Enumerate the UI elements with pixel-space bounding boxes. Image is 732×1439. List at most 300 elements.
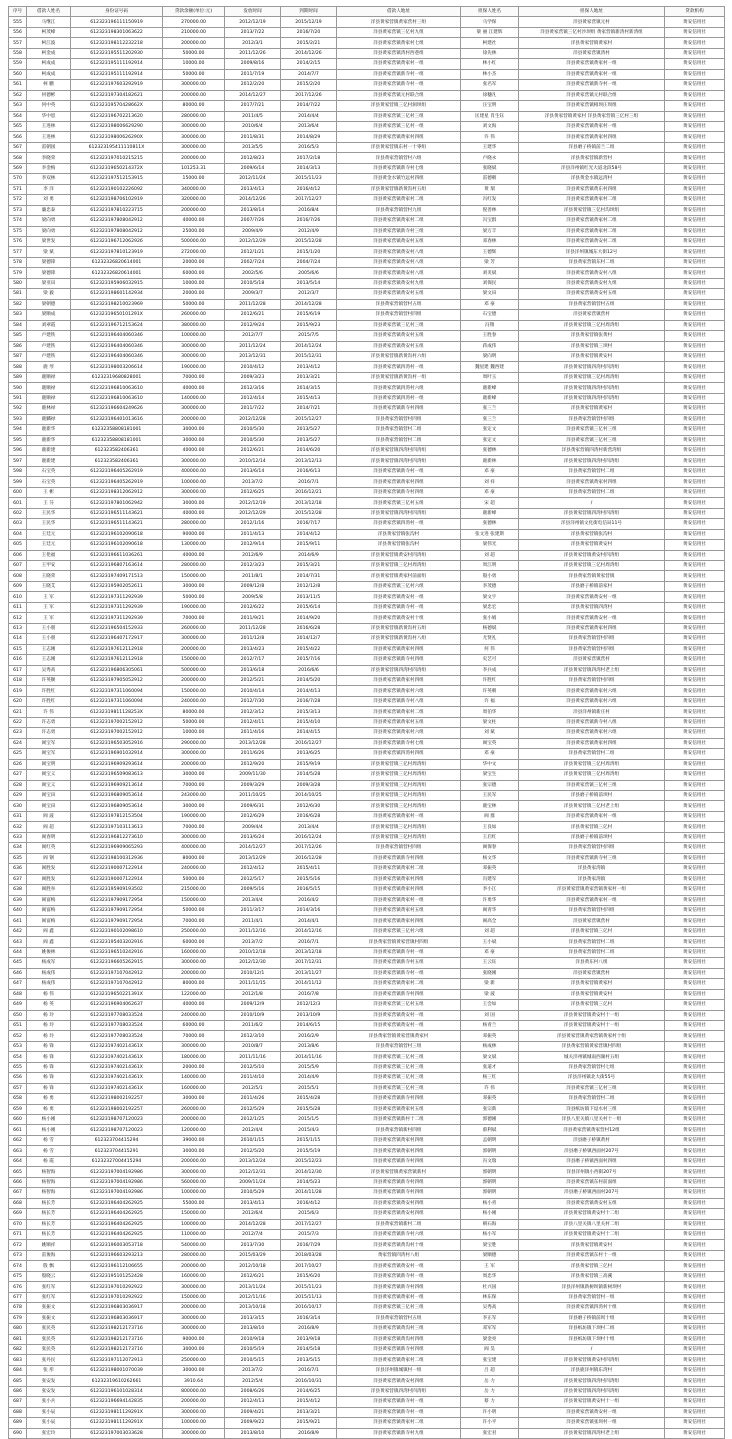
table-cell: 阎宝英 xyxy=(461,738,519,748)
table-cell: 612323197512153915 xyxy=(71,174,163,184)
table-cell: 2012/12/29 xyxy=(225,236,281,246)
table-cell: 2013/11/5 xyxy=(281,592,337,602)
table-cell: 2009/5/8 xyxy=(225,592,281,602)
table-cell: 649 xyxy=(9,1000,27,1010)
table-cell: 洋县黄家营镇黄家营镇 xyxy=(519,571,665,581)
table-cell: 洋县黄家营镇黄沟村三组 xyxy=(337,1324,461,1334)
table-cell: 黄安信用社 xyxy=(665,958,725,968)
table-cell: 612323197810123919 xyxy=(71,247,163,257)
table-cell: 王 彬 xyxy=(27,487,71,497)
table-row xyxy=(9,916,725,926)
table-cell: 612323196404060346 xyxy=(71,351,163,361)
table-cell: 洋县黄家营镇营村四组 xyxy=(337,843,461,853)
table-cell: 2015/6/19 xyxy=(281,310,337,320)
table-cell: 王良如 xyxy=(461,822,519,832)
table-cell: 2015/5/19 xyxy=(281,1146,337,1156)
table-cell: 40000.00 xyxy=(163,550,225,560)
table-cell: 2011/12/16 xyxy=(225,926,281,936)
table-cell: 2013/8/10 xyxy=(225,1428,281,1438)
table-cell: 许小明 xyxy=(461,1407,519,1417)
table-cell: 阎 超 xyxy=(27,822,71,832)
table-row xyxy=(9,195,725,205)
table-cell: 许胜红 xyxy=(27,696,71,706)
table-cell: 670 xyxy=(9,1219,27,1229)
table-cell: 杨青兰 xyxy=(461,1020,519,1030)
table-cell: 王晓艾 xyxy=(27,581,71,591)
table-cell: 200000.00 xyxy=(163,644,225,654)
table-cell: 洋县黄家营镇黄家营镇黄家村十组 xyxy=(519,1031,665,1041)
table-cell: 黄安信用社 xyxy=(665,362,725,372)
table-cell: 张定文 xyxy=(461,425,519,435)
table-cell: 柯金成 xyxy=(27,48,71,58)
table-row xyxy=(9,48,725,58)
table-row xyxy=(9,874,725,884)
table-cell: 洋县黄家营镇黄家村四组 xyxy=(337,885,461,895)
table-cell: 黄安信用社 xyxy=(665,738,725,748)
table-cell: 洋县黄家营镇四湾村四湾组 xyxy=(337,665,461,675)
table-cell: 洋县黄家营镇张沟村 xyxy=(519,529,665,539)
table-cell: 2014/12/27 xyxy=(225,843,281,853)
table-cell: 2018/03/28 xyxy=(281,1250,337,1260)
table-cell: 洋县黄家营镇黄家村二组 xyxy=(337,216,461,226)
table-cell: 2011/12/8 xyxy=(225,634,281,644)
table-cell: 洋县黄家营镇相坝庄坝组 xyxy=(519,101,665,111)
table-cell: 612323198210023969 xyxy=(71,299,163,309)
table-cell: 300000.00 xyxy=(163,487,225,497)
table-cell: 653 xyxy=(9,1041,27,1051)
table-cell: 洋县黄家营镇东村二组 xyxy=(519,257,665,267)
table-cell: 612323196112106655 xyxy=(71,1261,163,1271)
table-cell: 30000.00 xyxy=(163,1345,225,1355)
table-row xyxy=(9,1313,725,1323)
table-cell: 鹿林禄 xyxy=(27,404,71,414)
table-cell: 洋县黄家营镇黄安村九组 xyxy=(519,278,665,288)
table-cell: 张 彤 xyxy=(27,1365,71,1375)
table-cell: 200000.00 xyxy=(163,759,225,769)
table-cell: 徐先林 xyxy=(461,48,519,58)
table-cell: 洋县黄家营镇黄家村六组 xyxy=(519,686,665,696)
table-row xyxy=(9,456,725,466)
table-cell: 许勇华 xyxy=(461,895,519,905)
table-cell: 584 xyxy=(9,320,27,330)
table-cell: 梁顺成 xyxy=(27,310,71,320)
table-cell: 190000.00 xyxy=(163,362,225,372)
table-cell: 2010/5/19 xyxy=(225,1345,281,1355)
table-cell: 612323196511143621 xyxy=(71,519,163,529)
table-cell: 杨长芳 xyxy=(27,1198,71,1208)
table-cell: 50000.00 xyxy=(163,905,225,915)
table-cell: 2012/1/25 xyxy=(225,1115,281,1125)
table-cell: 2012/4/13 xyxy=(225,1397,281,1407)
table-cell: 张红军 xyxy=(27,1292,71,1302)
table-cell: 洋县黄家营镇三亿村沙坝组 黄家营镇新湾村新湾组 xyxy=(519,27,665,37)
table-cell: 洋县黄家营镇黄家村六组 xyxy=(519,728,665,738)
table-cell: 2011/3/17 xyxy=(225,905,281,915)
table-cell: 679 xyxy=(9,1313,27,1323)
table-row xyxy=(9,1010,725,1020)
table-cell: 雷德朝 xyxy=(461,174,519,184)
table-cell: 2013/6/24 xyxy=(225,832,281,842)
column-header: 贷款机构 xyxy=(665,7,725,17)
table-cell: 阎春明 xyxy=(27,832,71,842)
table-cell: 洋县黄家营镇东村前面组 xyxy=(519,1177,665,1187)
table-row xyxy=(9,435,725,445)
table-cell: 2012/3/23 xyxy=(225,561,281,571)
table-cell: 刘 祥 xyxy=(461,477,519,487)
table-cell: / xyxy=(519,498,665,508)
table-cell: 593 xyxy=(9,414,27,424)
table-row xyxy=(9,1230,725,1240)
table-cell: 612323198112232218 xyxy=(71,38,163,48)
table-cell: 洋县黄家营镇四湾村四湾组 xyxy=(519,383,665,393)
table-cell: 2012/9/14 xyxy=(225,540,281,550)
table-cell: 2011/4/26 xyxy=(225,1094,281,1104)
table-cell: 2016/6/28 xyxy=(281,623,337,633)
table-cell: 612323196812273610 xyxy=(71,832,163,842)
table-cell: 洋县黄家营镇新村二组 xyxy=(337,1219,461,1229)
table-cell: 2014/4/13 xyxy=(281,686,337,696)
table-cell: 梁文田 xyxy=(461,289,519,299)
table-cell: 王民军 xyxy=(461,790,519,800)
table-cell: 2012/2/20 xyxy=(225,80,281,90)
table-cell: 林小杰 xyxy=(461,69,519,79)
table-cell: 洋县黄家营镇黄家村 xyxy=(519,38,665,48)
table-cell: 洋县黄家营镇新黄沟村六组 xyxy=(337,351,461,361)
table-row xyxy=(9,184,725,194)
table-cell: 2013/3/21 xyxy=(281,372,337,382)
table-cell: 洋县黄家营镇黄安村八组 xyxy=(337,247,461,257)
table-cell: 647 xyxy=(9,979,27,989)
table-cell: 2014/8/29 xyxy=(281,132,337,142)
table-cell: 冯文瑞 xyxy=(461,1156,519,1166)
table-row xyxy=(9,362,725,372)
table-cell: 黄安信用社 xyxy=(665,665,725,675)
table-cell: 2015/2/20 xyxy=(281,80,337,90)
table-cell: 洋县黄家营镇黄家村六组 xyxy=(337,728,461,738)
table-cell: 洋县黄家营镇新寺村一组 xyxy=(337,69,461,79)
table-row xyxy=(9,989,725,999)
table-row xyxy=(9,466,725,476)
table-cell: 2014/6/20 xyxy=(281,446,337,456)
table-cell: 张三兰 xyxy=(461,414,519,424)
table-cell: 2012/5/4 xyxy=(225,1376,281,1386)
table-cell: 阎宝军 xyxy=(27,749,71,759)
table-cell: 洋县黄家营镇营村二组 xyxy=(337,425,461,435)
table-cell: 612323195909193502 xyxy=(71,885,163,895)
table-cell: 20000.00 xyxy=(163,1062,225,1072)
table-cell: 华中文 xyxy=(461,759,519,769)
table-row xyxy=(9,801,725,811)
table-cell: 2015/6/20 xyxy=(281,1271,337,1281)
table-cell: 梁 斌 xyxy=(27,247,71,257)
table-cell: 2014/10/25 xyxy=(281,790,337,800)
table-cell: 鹿顺禄 xyxy=(27,393,71,403)
table-cell: 2014/12/24 xyxy=(281,341,337,351)
table-cell: 黄安信用社 xyxy=(665,1230,725,1240)
table-cell: 2017/10/27 xyxy=(281,1261,337,1271)
table-cell: 70000.00 xyxy=(163,1031,225,1041)
column-header: 序号 xyxy=(9,7,27,17)
table-cell: 150000.00 xyxy=(163,655,225,665)
table-cell: 577 xyxy=(9,247,27,257)
table-row xyxy=(9,310,725,320)
table-row xyxy=(9,979,725,989)
table-cell: 2015/4/10 xyxy=(281,717,337,727)
table-cell: 200000.00 xyxy=(163,153,225,163)
table-cell: 200000.00 xyxy=(163,968,225,978)
table-cell: 岳 力 xyxy=(461,1376,519,1386)
table-cell: 黄安信用社 xyxy=(665,1240,725,1250)
table-cell: 633 xyxy=(9,832,27,842)
table-cell: 洋县黄家营镇营村四组 xyxy=(519,676,665,686)
table-cell: 洋县黄家营镇黄安村八组 xyxy=(337,257,461,267)
table-cell: 洋县黄家营镇黄家村前面组 xyxy=(337,571,461,581)
table-cell: 洋县黄家营镇黄家村二组 xyxy=(337,1418,461,1428)
table-cell: 许 伟 xyxy=(27,707,71,717)
table-cell: 2011/4/16 xyxy=(225,728,281,738)
table-cell: 556 xyxy=(9,27,27,37)
table-cell: 612323196810063610 xyxy=(71,383,163,393)
table-cell: 612323196806305061 xyxy=(71,665,163,675)
table-cell: 612323198706102919 xyxy=(71,195,163,205)
table-cell: 洋县黄家营镇新寺村一组 xyxy=(337,947,461,957)
table-cell: 658 xyxy=(9,1094,27,1104)
table-cell: 黄安信用社 xyxy=(665,310,725,320)
table-cell: 656 xyxy=(9,1073,27,1083)
table-cell: 黄安信用社 xyxy=(665,550,725,560)
table-cell: 2016/2/9 xyxy=(281,1031,337,1041)
table-row xyxy=(9,1428,725,1438)
table-cell: 2013/12/18 xyxy=(281,498,337,508)
table-cell: 张道才 xyxy=(461,1062,519,1072)
table-cell: 洋县黄家营镇三亿村周湾组 xyxy=(519,372,665,382)
table-cell: 梁向勇 xyxy=(27,226,71,236)
table-cell: 660 xyxy=(9,1115,27,1125)
table-cell: 612323197311292939 xyxy=(71,592,163,602)
table-cell: 张振文 xyxy=(27,1303,71,1313)
table-cell: 刘 勇 xyxy=(27,195,71,205)
table-cell: 2009/3/28 xyxy=(281,780,337,790)
table-cell: 2015/4/13 xyxy=(281,393,337,403)
table-cell: 洋县黄家营镇黄安村四湾组 xyxy=(519,550,665,560)
table-cell: 300000.00 xyxy=(163,958,225,968)
table-cell: 洋县黄家营镇黄家村 xyxy=(519,404,665,414)
table-row xyxy=(9,1376,725,1386)
table-cell: 637 xyxy=(9,874,27,884)
table-cell: 洋县黄家营镇营村 xyxy=(519,916,665,926)
table-cell: 黄安信用社 xyxy=(665,822,725,832)
table-cell: 杜兴国 xyxy=(461,1282,519,1292)
table-cell: 612323197909172954 xyxy=(71,916,163,926)
table-cell: 黄安信用社 xyxy=(665,623,725,633)
table-row xyxy=(9,1250,725,1260)
table-cell: 黄安信用社 xyxy=(665,425,725,435)
table-cell: 685 xyxy=(9,1376,27,1386)
table-cell: 626 xyxy=(9,759,27,769)
table-cell: 黄安信用社 xyxy=(665,289,725,299)
table-cell: 612323196611036261 xyxy=(71,550,163,560)
table-row xyxy=(9,822,725,832)
table-cell: 612323198006629290 xyxy=(71,121,163,131)
table-cell: 洋县黄家营镇黄安村十一组 xyxy=(519,1020,665,1030)
table-cell: 洋县洋州镇新树坝镇新树坝村 xyxy=(519,1282,665,1292)
table-row xyxy=(9,226,725,236)
table-cell: 595 xyxy=(9,435,27,445)
table-cell: 2016/6/28 xyxy=(281,811,337,821)
table-cell: 阎胜发 xyxy=(27,864,71,874)
table-cell: 张红军 xyxy=(27,1282,71,1292)
table-cell: 洋县黄家营镇营村 xyxy=(519,310,665,320)
table-cell: 郭朝明 xyxy=(461,1146,519,1156)
table-cell: 573 xyxy=(9,205,27,215)
table-cell: 2011/9/21 xyxy=(225,613,281,623)
table-row xyxy=(9,1083,725,1093)
table-cell: 2010/1/15 xyxy=(225,1135,281,1145)
table-cell: 2015/5/28 xyxy=(281,1104,337,1114)
table-cell: 61232319811128253X xyxy=(71,707,163,717)
table-cell: 61232327004415294 xyxy=(71,1156,163,1166)
table-cell: 3910.64 xyxy=(163,1376,225,1386)
table-cell: 杨成军 xyxy=(27,958,71,968)
table-row xyxy=(9,728,725,738)
table-cell: 黄安信用社 xyxy=(665,937,725,947)
table-cell: 2016/12/21 xyxy=(281,487,337,497)
table-cell: 2013/4/13 xyxy=(225,1198,281,1208)
table-cell: 597 xyxy=(9,456,27,466)
table-cell: 梁 芳 xyxy=(461,257,519,267)
table-cell: 杨 锋 xyxy=(27,1052,71,1062)
table-cell: 洋县黄家营镇新寺村七组 xyxy=(337,163,461,173)
table-cell: 2010/5/29 xyxy=(225,1188,281,1198)
table-cell: 杨小青 xyxy=(461,1198,519,1208)
table-cell: 王 军 xyxy=(27,592,71,602)
table-cell: 580 xyxy=(9,278,27,288)
table-cell: 梁朝德 xyxy=(27,299,71,309)
table-cell: 黄安信用社 xyxy=(665,1292,725,1302)
table-cell: 洋县黄家营镇黄安村八组 xyxy=(519,268,665,278)
table-cell: 洋县黄家营镇黄家村二组 xyxy=(337,1355,461,1365)
table-cell: 李正军 xyxy=(461,1313,519,1323)
table-cell: 612323197003033628 xyxy=(71,1428,163,1438)
table-cell: 2014/3/13 xyxy=(281,163,337,173)
table-cell: 洋县磨子桥镇西面村207号 xyxy=(519,1146,665,1156)
table-cell: 2012/4/11 xyxy=(225,717,281,727)
table-cell: 洋县黄家营镇湾村西巷组 xyxy=(337,48,461,58)
table-row xyxy=(9,1125,725,1135)
table-cell: 王 军 xyxy=(27,602,71,612)
table-cell: 黄安信用社 xyxy=(665,895,725,905)
table-cell: 洋县黄家营镇黄安村五组 xyxy=(337,331,461,341)
table-cell: 2014/7/31 xyxy=(281,571,337,581)
table-cell: 洋县黄家营镇营村四组 xyxy=(519,843,665,853)
table-row xyxy=(9,1198,725,1208)
table-row xyxy=(9,634,725,644)
table-cell: 631 xyxy=(9,811,27,821)
table-cell: 洋县黄家营镇新寺村四组 xyxy=(337,404,461,414)
table-cell: 2014/11/28 xyxy=(281,1188,337,1198)
table-cell: 黄安信用社 xyxy=(665,780,725,790)
table-cell: 620 xyxy=(9,696,27,706)
table-cell: 586 xyxy=(9,341,27,351)
table-cell: 洋县黄家营镇新寺村五组 xyxy=(337,958,461,968)
table-cell: 800000.00 xyxy=(163,1386,225,1396)
table-cell: 殷晓云 xyxy=(27,1271,71,1281)
table-cell: 黄安信用社 xyxy=(665,529,725,539)
table-cell: 黄安信用社 xyxy=(665,832,725,842)
table-cell: 2010/5/30 xyxy=(225,435,281,445)
table-cell: 洋县黄家营镇四湾村四湾组 xyxy=(519,362,665,372)
table-cell: 587 xyxy=(9,351,27,361)
table-cell: 王进林 xyxy=(27,121,71,131)
table-row xyxy=(9,676,725,686)
table-cell: 杨智海 xyxy=(27,1188,71,1198)
table-cell: 2015/2/21 xyxy=(281,38,337,48)
table-cell: 599 xyxy=(9,477,27,487)
table-cell: 卢建铁 xyxy=(27,341,71,351)
table-cell: 612323195111192914 xyxy=(71,59,163,69)
table-cell: 612323198100312936 xyxy=(71,853,163,863)
table-cell: 黄安信用社 xyxy=(665,843,725,853)
table-cell: 250000.00 xyxy=(163,926,225,936)
table-cell: 591 xyxy=(9,393,27,403)
table-cell: 2009/6/14 xyxy=(225,163,281,173)
table-cell: 300000.00 xyxy=(163,132,225,142)
table-cell: 2014/4/12 xyxy=(281,529,337,539)
table-cell: 2009/6/31 xyxy=(225,801,281,811)
table-cell: 洋县黄家营镇营村五组 xyxy=(519,299,665,309)
table-row xyxy=(9,1345,725,1355)
table-cell: 2014/3/16 xyxy=(281,905,337,915)
table-cell: 30000.00 xyxy=(163,1094,225,1104)
table-cell: 2012/12/28 xyxy=(225,414,281,424)
table-cell: 黄安信用社 xyxy=(665,686,725,696)
table-cell: 2016/4/12 xyxy=(281,184,337,194)
table-cell: 许 福 xyxy=(461,696,519,706)
table-cell: 王民华 xyxy=(27,508,71,518)
table-cell: 洋县黄家营镇黄安村十一组 xyxy=(519,1397,665,1407)
table-row xyxy=(9,38,725,48)
table-cell: 2009/4/4 xyxy=(225,822,281,832)
table-cell: 洋县黄家营镇黄家村一组 xyxy=(337,895,461,905)
table-cell: 洋县黄家营镇张坝村一组 xyxy=(519,1418,665,1428)
table-cell: 612323196803036917 xyxy=(71,1303,163,1313)
table-cell: 洋县黄家营镇黄家村二组 xyxy=(519,216,665,226)
table-cell: 杨 英 xyxy=(27,1000,71,1010)
table-cell: 2012/5/1 xyxy=(225,1083,281,1093)
table-cell: 2014/5/28 xyxy=(281,770,337,780)
table-cell: 61232319610262661 xyxy=(71,1376,163,1386)
table-cell: 612323198001070039 xyxy=(71,1365,163,1375)
table-cell: 612323196807163614 xyxy=(71,561,163,571)
table-cell: 566 xyxy=(9,132,27,142)
table-cell: 2016/7/17 xyxy=(281,519,337,529)
table-cell: 洋县黄家营镇新寺村四组 xyxy=(337,1282,461,1292)
table-cell: 2013/6/18 xyxy=(225,665,281,675)
table-cell: 洋县黄家营镇黄安村四组 xyxy=(337,1209,461,1219)
table-cell: 280000.00 xyxy=(163,1250,225,1260)
table-cell: 2013/5/27 xyxy=(281,435,337,445)
table-cell: 黄安信用社 xyxy=(665,372,725,382)
table-cell: 洋县黄家营镇四湾村六组 xyxy=(337,383,461,393)
table-cell: 王廷元 xyxy=(27,529,71,539)
table-cell: 张三兰 xyxy=(461,404,519,414)
table-cell: 洋县黄家营镇三高溪 xyxy=(519,1271,665,1281)
table-cell: 洋县黄家营镇四湾村四湾组 xyxy=(519,508,665,518)
table-cell: 592 xyxy=(9,404,27,414)
table-cell: 612323196510242916 xyxy=(71,947,163,957)
table-cell: 梁亚田 xyxy=(27,278,71,288)
table-cell: 2015/9/21 xyxy=(281,1418,337,1428)
